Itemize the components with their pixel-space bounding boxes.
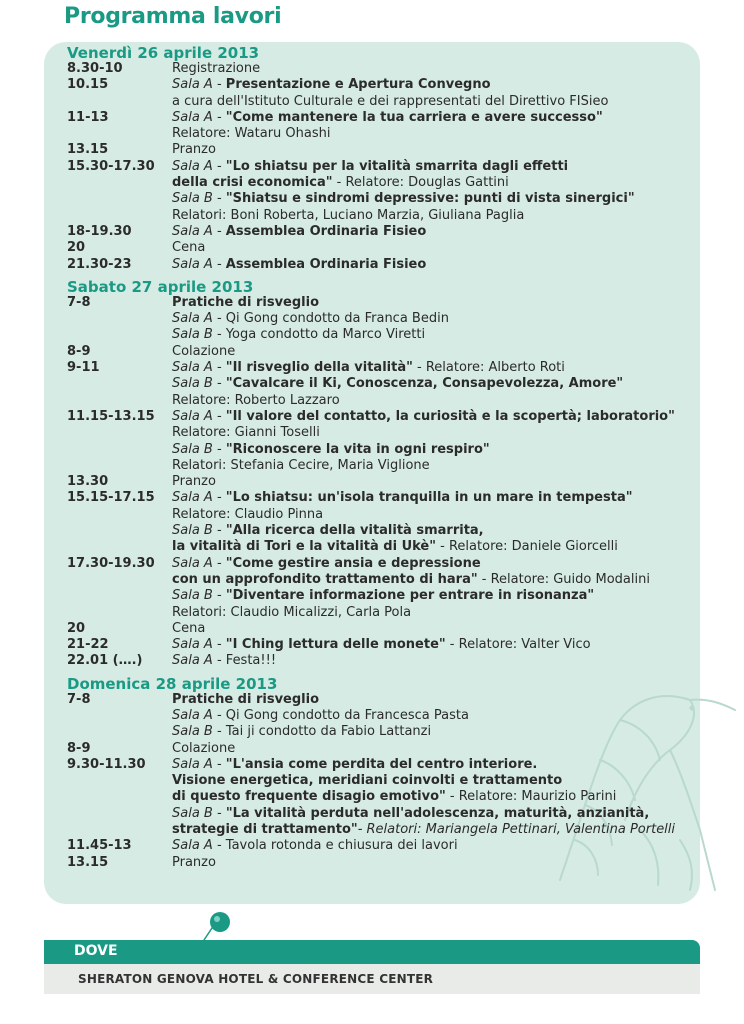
session-text: - Relatore: Alberto Roti: [412, 360, 565, 376]
session-time: [67, 442, 172, 458]
session-time: [67, 773, 172, 789]
session-text: Cena: [172, 240, 206, 256]
session-text: Relatori: Claudio Micalizzi, Carla Pola: [172, 604, 412, 620]
schedule-row: [67, 224, 697, 240]
schedule-row: [67, 838, 697, 854]
session-time: 20: [67, 240, 86, 256]
session-time: [67, 605, 172, 621]
session-text: - Relatore: Daniele Giorcelli: [436, 539, 618, 555]
session-description: [172, 572, 697, 588]
session-text: Qi Gong condotto da Franca Bedin: [225, 311, 449, 327]
schedule-row: [67, 741, 697, 757]
schedule-row: [67, 757, 697, 773]
session-time: 8.30-10: [67, 61, 123, 76]
session-text: "I Ching lettura delle monete": [225, 637, 446, 653]
venue-bar: [44, 964, 700, 994]
session-text: "L'ansia come perdita del centro interiore.: [225, 756, 538, 772]
session-description: Sala A - Tavola rotonda e chiusura dei lavori: [172, 838, 458, 854]
session-time: [67, 327, 172, 343]
schedule-row: [67, 409, 697, 425]
session-time: [67, 523, 172, 539]
schedule-row: [67, 773, 697, 789]
session-time: [67, 806, 172, 822]
schedule-row: [67, 240, 697, 256]
session-description: [172, 458, 697, 474]
session-time: [67, 539, 172, 555]
schedule-row: [67, 621, 697, 637]
schedule-row: [67, 507, 697, 523]
session-text: Relatori: Stefania Cecire, Maria Viglione: [172, 457, 430, 473]
session-time: 15.30-17.30: [67, 158, 155, 174]
session-time: 22.01 (….): [67, 653, 143, 669]
session-time: 8-9: [67, 740, 91, 756]
session-text: Pranzo: [172, 854, 216, 870]
schedule-row: [67, 806, 697, 822]
session-description: Sala B - Yoga condotto da Marco Viretti: [172, 327, 426, 343]
session-text: Pratiche di risveglio: [172, 294, 320, 310]
session-text: "Lo shiatsu: un'isola tranquilla in un mare in tempesta": [225, 490, 633, 506]
session-time: 13.15: [67, 142, 109, 158]
session-description: Sala A - "Il valore del contatto, la curiosità e la scopertà; laboratorio": [172, 408, 675, 424]
session-text: con un approfondito trattamento di hara": [172, 571, 478, 587]
session-text: della crisi economica": [172, 175, 333, 191]
session-time: [67, 191, 172, 207]
session-time: [67, 724, 172, 740]
session-description: Sala A - Presentazione e Apertura Convegno: [172, 77, 491, 93]
schedule-row: [67, 142, 697, 158]
session-text: "Shiatsu e sindromi depressive: punti di vista sinergici": [225, 191, 635, 207]
program-content: [67, 45, 697, 871]
session-description: [172, 126, 697, 142]
dove-bar: [44, 940, 700, 964]
schedule-row: [67, 539, 697, 555]
session-room: Sala B: [172, 441, 213, 457]
schedule-row: [67, 789, 697, 805]
session-description: [172, 507, 697, 523]
session-description: [172, 240, 697, 256]
session-room: Sala B: [172, 191, 213, 207]
session-text: Relatore: Gianni Toselli: [172, 425, 320, 441]
schedule-row: [67, 344, 697, 360]
session-text: - Relatore: Guido Modalini: [477, 571, 650, 587]
session-time: [67, 789, 172, 805]
session-time: 15.15-17.15: [67, 490, 155, 506]
session-time: [67, 175, 172, 191]
session-text: Assemblea Ordinaria Fisieo: [225, 256, 427, 272]
session-time: 10.15: [67, 77, 109, 93]
session-text: "Lo shiatsu per la vitalità smarrita dagli effetti: [225, 158, 569, 174]
day-heading: Venerdì 26 aprile 2013: [67, 44, 260, 62]
session-text: "Il valore del contatto, la curiosità e la scopertà; laboratorio": [225, 408, 675, 424]
session-time: [67, 126, 172, 142]
session-text: Tavola rotonda e chiusura dei lavori: [225, 838, 458, 854]
schedule-row: [67, 257, 697, 273]
session-room: Sala A: [172, 311, 213, 327]
day-heading: Sabato 27 aprile 2013: [67, 277, 254, 296]
session-time: [67, 822, 172, 838]
session-text: "Alla ricerca della vitalità smarrita,: [225, 523, 484, 539]
session-description: Sala A - Qi Gong condotto da Francesca Pasta: [172, 707, 469, 723]
session-text: "Come gestire ansia e depressione: [225, 555, 481, 571]
session-room: Sala A: [172, 653, 213, 669]
schedule-row: [67, 822, 697, 838]
session-text: Colazione: [172, 343, 236, 359]
schedule-row: [67, 175, 697, 191]
session-room: Sala A: [172, 256, 213, 272]
schedule-row: [67, 61, 697, 77]
session-description: Sala B - "Shiatsu e sindromi depressive: punti di vista sinergici": [172, 191, 635, 207]
session-description: Sala A - "Lo shiatsu per la vitalità smarrita dagli effetti: [172, 158, 569, 174]
session-text: "Come mantenere la tua carriera e avere successo": [225, 109, 603, 125]
session-time: [67, 507, 172, 523]
schedule-row: [67, 110, 697, 126]
schedule-row: [67, 653, 697, 669]
session-time: [67, 393, 172, 409]
session-description: Sala B - "La vitalità perduta nell'adolescenza, maturità, anzianità,: [172, 805, 650, 821]
session-text: - Relatori: Mariangela Pettinari, Valentina Portelli: [357, 822, 676, 838]
session-room: Sala A: [172, 408, 213, 424]
schedule-row: [67, 724, 697, 740]
session-room: Sala B: [172, 376, 213, 392]
schedule-row: [67, 360, 697, 376]
session-description: Sala B - "Diventare informazione per entrare in risonanza": [172, 588, 595, 604]
session-room: Sala A: [172, 555, 213, 571]
session-description: Sala A - "Come gestire ansia e depressione: [172, 555, 481, 571]
schedule-row: [67, 572, 697, 588]
session-description: Sala A - Festa!!!: [172, 653, 277, 669]
session-description: Sala B - "Alla ricerca della vitalità smarrita,: [172, 523, 484, 539]
schedule-row: [67, 474, 697, 490]
session-description: Sala A - "Il risveglio della vitalità" - Relatore: Alberto Roti: [172, 360, 565, 376]
schedule-row: [67, 159, 697, 175]
session-time: 8-9: [67, 343, 91, 359]
session-description: [172, 142, 697, 158]
schedule-row: [67, 692, 697, 708]
session-description: [172, 208, 697, 224]
dove-label: DOVE: [74, 943, 118, 959]
session-text: "Cavalcare il Ki, Conoscenza, Consapevolezza, Amore": [225, 376, 624, 392]
session-time: 7-8: [67, 691, 91, 707]
session-text: - Relatore: Maurizio Parini: [445, 789, 617, 805]
session-description: [172, 692, 697, 708]
session-description: Sala A - Qi Gong condotto da Franca Bedin: [172, 311, 449, 327]
session-text: Colazione: [172, 740, 236, 756]
session-text: "Diventare informazione per entrare in risonanza": [225, 588, 595, 604]
session-room: Sala A: [172, 490, 213, 506]
schedule-row: [67, 376, 697, 392]
session-time: 11-13: [67, 109, 109, 125]
session-description: [172, 61, 697, 77]
session-text: Relatore: Roberto Lazzaro: [172, 392, 340, 408]
session-text: - Relatore: Douglas Gattini: [332, 175, 509, 191]
session-room: Sala A: [172, 707, 213, 723]
page-title: Programma lavori: [64, 4, 282, 29]
session-description: Sala B - "Cavalcare il Ki, Conoscenza, Consapevolezza, Amore": [172, 376, 624, 392]
session-description: Sala B - "Riconoscere la vita in ogni respiro": [172, 441, 490, 457]
session-room: Sala B: [172, 805, 213, 821]
schedule-row: [67, 458, 697, 474]
session-room: Sala A: [172, 158, 213, 174]
schedule-row: [67, 588, 697, 604]
session-text: "Riconoscere la vita in ogni respiro": [225, 441, 490, 457]
session-room: Sala A: [172, 77, 213, 93]
session-room: Sala A: [172, 109, 213, 125]
session-description: [172, 605, 697, 621]
schedule-row: [67, 393, 697, 409]
session-text: la vitalità di Tori e la vitalità di Ukè": [172, 539, 437, 555]
session-time: 18-19.30: [67, 223, 132, 239]
session-text: "La vitalità perduta nell'adolescenza, maturità, anzianità,: [225, 805, 650, 821]
session-description: [172, 175, 697, 191]
session-text: Cena: [172, 620, 206, 636]
session-description: Sala A - "Come mantenere la tua carriera e avere successo": [172, 109, 603, 125]
session-description: [172, 773, 697, 789]
session-text: Qi Gong condotto da Francesca Pasta: [225, 707, 469, 723]
schedule-row: [67, 637, 697, 653]
session-time: 17.30-19.30: [67, 555, 155, 571]
session-time: 21-22: [67, 637, 109, 653]
session-text: Pratiche di risveglio: [172, 691, 320, 707]
session-text: di questo frequente disagio emotivo": [172, 789, 446, 805]
session-time: [67, 458, 172, 474]
session-description: [172, 94, 697, 110]
schedule-row: [67, 605, 697, 621]
session-time: 11.45-13: [67, 838, 132, 854]
session-room: Sala B: [172, 588, 213, 604]
session-room: Sala A: [172, 223, 213, 239]
session-room: Sala A: [172, 637, 213, 653]
session-text: Festa!!!: [225, 653, 277, 669]
session-description: [172, 855, 697, 871]
session-description: [172, 295, 697, 311]
session-text: Relatore: Claudio Pinna: [172, 506, 324, 522]
session-description: [172, 741, 697, 757]
session-time: 13.15: [67, 854, 109, 870]
session-room: Sala A: [172, 360, 213, 376]
session-time: 9-11: [67, 360, 100, 376]
session-description: [172, 344, 697, 360]
session-description: Sala A - "I Ching lettura delle monete" - Relatore: Valter Vico: [172, 637, 591, 653]
schedule-row: [67, 490, 697, 506]
venue-name: SHERATON GENOVA HOTEL & CONFERENCE CENTER: [78, 972, 434, 986]
session-time: 20: [67, 620, 86, 636]
session-text: Assemblea Ordinaria Fisieo: [225, 223, 427, 239]
session-text: Yoga condotto da Marco Viretti: [225, 327, 426, 343]
session-time: 13.30: [67, 474, 109, 490]
session-description: [172, 393, 697, 409]
session-room: Sala B: [172, 327, 213, 343]
schedule-row: [67, 94, 697, 110]
session-time: [67, 94, 172, 110]
session-description: Sala A - "L'ansia come perdita del centro interiore.: [172, 756, 538, 772]
schedule-row: [67, 126, 697, 142]
session-time: [67, 708, 172, 724]
session-text: Visione energetica, meridiani coinvolti e trattamento: [172, 773, 563, 789]
session-text: Pranzo: [172, 474, 216, 490]
session-description: Sala A - "Lo shiatsu: un'isola tranquilla in un mare in tempesta": [172, 490, 633, 506]
session-description: [172, 621, 697, 637]
session-text: a cura dell'Istituto Culturale e dei rappresentati del Direttivo FISieo: [172, 93, 609, 109]
schedule-row: [67, 442, 697, 458]
session-description: [172, 539, 697, 555]
session-room: Sala B: [172, 523, 213, 539]
session-text: - Relatore: Valter Vico: [445, 637, 591, 653]
schedule-row: [67, 523, 697, 539]
session-description: [172, 822, 697, 838]
session-text: Relatori: Boni Roberta, Luciano Marzia, Giuliana Paglia: [172, 207, 525, 223]
session-time: [67, 376, 172, 392]
schedule-row: [67, 708, 697, 724]
session-time: [67, 311, 172, 327]
schedule-row: [67, 77, 697, 93]
schedule-row: [67, 425, 697, 441]
session-description: Sala A - Assemblea Ordinaria Fisieo: [172, 223, 427, 239]
schedule-row: [67, 208, 697, 224]
session-description: Sala B - Tai ji condotto da Fabio Lattanzi: [172, 724, 432, 740]
session-room: Sala A: [172, 756, 213, 772]
day-heading: Domenica 28 aprile 2013: [67, 674, 278, 693]
schedule-row: [67, 311, 697, 327]
session-description: Sala A - Assemblea Ordinaria Fisieo: [172, 256, 427, 272]
session-time: [67, 588, 172, 604]
session-text: Pranzo: [172, 142, 216, 158]
session-time: 11.15-13.15: [67, 408, 155, 424]
schedule-row: [67, 191, 697, 207]
schedule-row: [67, 327, 697, 343]
session-text: Relatore: Wataru Ohashi: [172, 126, 331, 142]
session-description: [172, 789, 697, 805]
schedule-row: [67, 556, 697, 572]
session-time: 9.30-11.30: [67, 756, 146, 772]
session-time: 7-8: [67, 294, 91, 310]
session-room: Sala B: [172, 724, 213, 740]
session-text: Tai ji condotto da Fabio Lattanzi: [225, 724, 432, 740]
session-description: [172, 474, 697, 490]
session-room: Sala A: [172, 838, 213, 854]
session-text: Registrazione: [172, 61, 261, 76]
schedule-row: [67, 295, 697, 311]
session-text: "Il risveglio della vitalità": [225, 360, 413, 376]
session-time: 21.30-23: [67, 256, 132, 272]
session-text: Presentazione e Apertura Convegno: [225, 77, 491, 93]
session-description: [172, 425, 697, 441]
schedule-row: [67, 855, 697, 871]
session-time: [67, 572, 172, 588]
session-time: [67, 208, 172, 224]
session-time: [67, 425, 172, 441]
session-text: strategie di trattamento": [172, 822, 358, 838]
